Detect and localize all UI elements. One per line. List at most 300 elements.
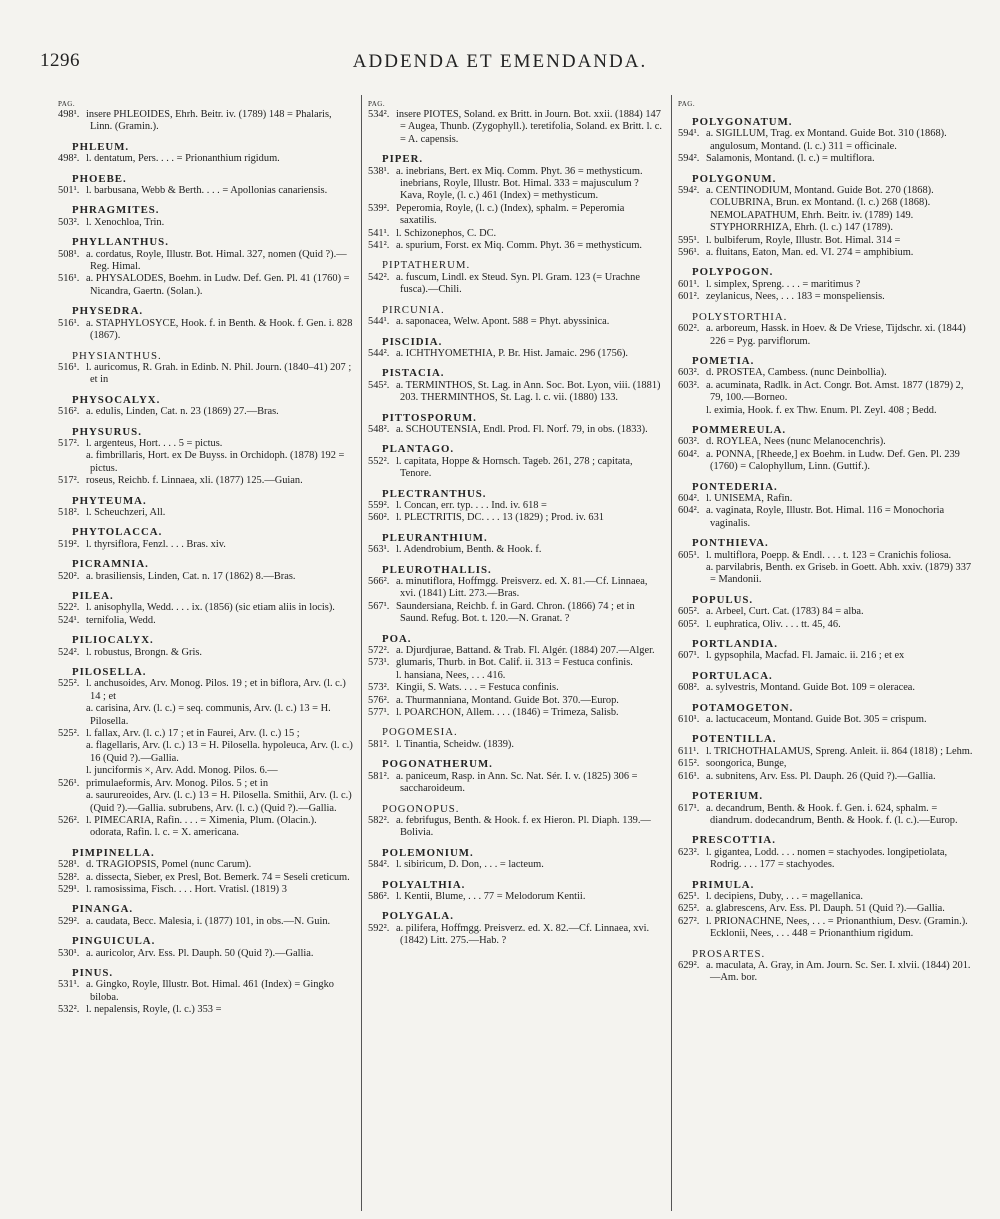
entry-text: a. maculata, A. Gray, in Am. Journ. Sc. Ser. I. xlvii. (1844) 201.—Am. bor. [706, 959, 971, 984]
genus-heading: PLECTRANTHUS. [382, 487, 487, 500]
index-entry [678, 802, 975, 828]
index-entry [678, 903, 975, 915]
column-1 [58, 100, 353, 1210]
index-entry [396, 669, 663, 682]
index-entry [58, 1004, 353, 1016]
entry-text: a. edulis, Linden, Cat. n. 23 (1869) 27.—Bras. [86, 406, 279, 418]
genus-heading: PIMPINELLA. [72, 846, 155, 859]
page-reference: 560². [368, 512, 390, 524]
entry-text: a. fluitans, Eaton, Man. ed. VI. 274 = amphibium. [706, 247, 914, 259]
entry-text: l. POARCHON, Allem. . . . (1846) = Trimeza, Salisb. [396, 707, 619, 719]
entry-text: l. anchusoides, Arv. Monog. Pilos. 19 ; et in biflora, Arv. (l. c.) 14 ; et [86, 678, 346, 702]
page-reference: 605². [678, 606, 700, 618]
page-reference: 581². [368, 770, 390, 782]
genus-heading: POGONOPUS. [382, 802, 460, 815]
genus-heading: PONTEDERIA. [692, 480, 778, 493]
page-reference: 623². [678, 846, 700, 858]
index-entry [678, 448, 975, 474]
index-entry [678, 959, 975, 985]
index-entry [368, 645, 663, 657]
index-entry [368, 423, 663, 436]
genus-heading: PILIOCALYX. [72, 634, 154, 647]
index-entry [58, 185, 353, 197]
page-reference: 525². [58, 678, 80, 690]
entry-text: a. decandrum, Benth. & Hook. f. Gen. i. 624, sphalm. = diandrum. dodecandrum, Benth. & Hook. f. (l. c.).—Europ. [706, 802, 958, 826]
page-reference: 573¹. [368, 657, 390, 669]
index-entry [678, 291, 975, 303]
entry-text: a. parvilabris, Benth. ex Griseb. in Goett. Abh. xxiv. (1879) 337 = Mandonii. [706, 562, 972, 586]
entry-text: a. fimbrillaris, Hort. ex De Buyss. in Orchidoph. (1878) 192 = pictus. [86, 450, 345, 474]
entry-text: a. pilifera, Hoffmgg. Preisverz. ed. X. 82.—Cf. Linnaea, xvi. (1842) Litt. 275.—Hab. ? [396, 922, 650, 947]
index-entry [58, 859, 353, 871]
page-reference: 616¹. [678, 770, 700, 782]
entry-text: zeylanicus, Nees, . . . 183 = monspeliensis. [706, 291, 885, 303]
entry-text: a. acuminata, Radlk. in Act. Congr. Bot. Amst. 1877 (1879) 2, 79, 100.—Borneo. [706, 379, 964, 404]
entry-text: l. robustus, Brongn. & Gris. [86, 646, 203, 658]
index-entry [58, 475, 353, 487]
genus-heading: PHYTOLACCA. [72, 526, 163, 539]
page-reference: 605². [678, 618, 700, 630]
entry-text: primulaeformis, Arv. Monog. Pilos. 5 ; et in [86, 777, 269, 789]
page-reference: 518². [58, 506, 80, 518]
index-entry [678, 323, 975, 348]
entry-text: l. multiflora, Poepp. & Endl. . . . t. 123 = Cranichis foliosa. [706, 549, 952, 561]
index-entry [368, 576, 663, 601]
entry-text: l. Concan, err. typ. . . . Ind. iv. 618 = [396, 499, 547, 511]
genus-heading: PHYLLANTHUS. [72, 236, 169, 249]
entry-text: Saundersiana, Reichb. f. in Gard. Chron. (1866) 74 ; et in Saund. Refug. Bot. t. 120.—N. Granat. ? [396, 600, 635, 625]
page-reference: 545². [368, 379, 390, 391]
page-reference: 573². [368, 682, 390, 694]
page-reference: 563¹. [368, 544, 390, 556]
genus-heading: PIPER. [382, 153, 424, 166]
page-reference: 516¹. [58, 273, 80, 285]
index-entry [86, 740, 353, 765]
page-reference: 530¹. [58, 947, 80, 959]
index-entry [678, 492, 975, 505]
index-entry [58, 678, 353, 703]
index-entry [678, 247, 975, 259]
index-entry [368, 202, 663, 228]
index-entry [58, 570, 353, 583]
index-entry [678, 846, 975, 872]
entry-text: a. PHYSALODES, Boehm. in Ludw. Def. Gen. Pl. 41 (1760) = Nicandra, Gaertn. (Solan.). [86, 273, 350, 297]
page-reference: 594². [678, 185, 700, 197]
page-reference: 508¹. [58, 248, 80, 260]
entry-text: a. Arbeel, Curt. Cat. (1783) 84 = alba. [706, 606, 864, 618]
page-reference: 541¹. [368, 227, 390, 239]
genus-heading: POMETIA. [692, 354, 755, 367]
page-reference: 503². [58, 216, 80, 228]
entry-text: l. nepalensis, Royle, (l. c.) 353 = [86, 1004, 222, 1016]
entry-text: l. Xenochloa, Trin. [86, 216, 165, 228]
index-entry [678, 758, 975, 770]
page-reference: 566². [368, 576, 390, 587]
index-entry [58, 273, 353, 298]
entry-text: Salamonis, Montand. (l. c.) = multiflora. [706, 153, 875, 165]
index-entry [368, 814, 663, 840]
entry-text: a. SIGILLUM, Trag. ex Montand. Guide Bot. 310 (1868). angulosum, Montand. (l. c.) 311 = officinale. [706, 128, 947, 152]
genus-heading: POA. [382, 632, 412, 645]
entry-text: a. auricolor, Arv. Ess. Pl. Dauph. 50 (Quid ?).—Gallia. [86, 947, 314, 959]
entry-text: a. carisina, Arv. (l. c.) = seq. communis, Arv. (l. c.) 13 = H. Pilosella. [86, 703, 331, 727]
page-reference: 608². [678, 682, 700, 694]
entry-text: a. glabrescens, Arv. Ess. Pl. Dauph. 51 (Quid ?).—Gallia. [706, 903, 945, 915]
genus-heading: POLEMONIUM. [382, 846, 474, 859]
genus-heading: PLEUROTHALLIS. [382, 563, 492, 576]
index-entry [368, 316, 663, 328]
index-entry [678, 128, 975, 153]
index-entry [58, 646, 353, 659]
index-entry [368, 657, 663, 669]
entry-text: l. Scheuchzeri, All. [86, 506, 166, 518]
entry-text: l. UNISEMA, Rafin. [706, 492, 793, 504]
page-reference: 526¹. [58, 777, 80, 789]
page-reference: 572². [368, 645, 390, 657]
index-entry [368, 859, 663, 871]
entry-text: l. ramosissima, Fisch. . . . Hort. Vratisl. (1819) 3 [86, 883, 287, 895]
genus-heading: PISCIDIA. [382, 335, 443, 348]
index-entry [678, 278, 975, 291]
page-reference: 605¹. [678, 549, 700, 561]
page-reference: 525². [58, 728, 80, 740]
index-entry [678, 650, 975, 662]
page-reference: 625². [678, 903, 700, 915]
page-reference: 516¹. [58, 361, 80, 373]
entry-text: a. Gingko, Royle, Illustr. Bot. Himal. 461 (Index) = Gingko biloba. [86, 979, 334, 1003]
index-entry [86, 765, 353, 777]
index-entry [368, 165, 663, 203]
index-entry [678, 185, 975, 235]
index-entry [58, 979, 353, 1004]
entry-text: a. PONNA, [Rheede,] ex Boehm. in Ludw. Def. Gen. Pl. 239 (1760) = Calophyllum, Linn. (Guttif.). [706, 448, 960, 473]
page-reference: 577¹. [368, 707, 390, 719]
entry-text: a. subnitens, Arv. Ess. Pl. Dauph. 26 (Quid ?).—Gallia. [706, 770, 936, 782]
genus-heading: PHOEBE. [72, 172, 127, 185]
genus-heading: PIPTATHERUM. [382, 259, 471, 272]
page-reference: 544². [368, 347, 390, 359]
page-reference: 519². [58, 538, 80, 550]
page-reference: 541². [368, 240, 390, 252]
index-entry [706, 562, 975, 587]
genus-heading: PHLEUM. [72, 140, 130, 153]
index-entry [58, 728, 353, 740]
page-reference: 581². [368, 738, 390, 750]
entry-text: a. SCHOUTENSIA, Endl. Prod. Fl. Norf. 79, in obs. (1833). [396, 423, 648, 435]
entry-text: a. CENTINODIUM, Montand. Guide Bot. 270 (1868). COLUBRINA, Brun. ex Montand. (l. c.) 268 (1868). NEMOLAPATHUM, Ehrh. Beitr. iv. (1789) 149. STYPHORRHIZA, Ehrh. (l. c.) 147 (1789). [706, 185, 934, 234]
page-reference: 617¹. [678, 802, 700, 814]
index-entry [58, 947, 353, 960]
entry-text: l. hansiana, Nees, . . . 416. [396, 669, 506, 681]
entry-text: l. TRICHOTHALAMUS, Spreng. Anleit. ii. 864 (1818) ; Lehm. [706, 745, 973, 757]
index-entry [58, 538, 353, 551]
genus-heading: POLYGONUM. [692, 172, 777, 185]
genus-heading: POPULUS. [692, 593, 754, 606]
index-entry [58, 915, 353, 928]
genus-heading: POLYALTHIA. [382, 878, 466, 891]
index-entry [678, 745, 975, 758]
index-entry [706, 404, 975, 417]
index-entry [58, 614, 353, 627]
entry-text: a. vaginata, Royle, Illustr. Bot. Himal. 116 = Monochoria vaginalis. [706, 505, 945, 529]
column-divider [361, 95, 362, 1211]
page-reference: 601¹. [678, 278, 700, 290]
genus-heading: PLANTAGO. [382, 443, 455, 456]
entry-text: a. dissecta, Sieber, ex Presl, Bot. Bemerk. 74 = Seseli creticum. [86, 871, 350, 883]
genus-heading: PRESCOTTIA. [692, 834, 776, 847]
page-reference: 604². [678, 505, 700, 517]
page-reference: 592². [368, 922, 390, 934]
index-entry [678, 234, 975, 247]
entry-text: a. saurureoides, Arv. (l. c.) 13 = H. Pilosella. Smithii, Arv. (l. c.) (Quid ?).—Gallia. subrubens, Arv. (l. c.) (Quid ?).—Gallia. [86, 790, 352, 814]
index-entry [678, 915, 975, 941]
entry-text: l. eximia, Hook. f. ex Thw. Enum. Pl. Zeyl. 408 ; Bedd. [706, 404, 937, 416]
entry-text: l. Schizonephos, C. DC. [396, 227, 497, 239]
entry-text: insere PHLEOIDES, Ehrh. Beitr. iv. (1789) 148 = Phalaris, Linn. (Gramin.). [86, 109, 332, 133]
index-entry [58, 317, 353, 343]
page-reference: 520². [58, 570, 80, 582]
entry-text: a. caudata, Becc. Malesia, i. (1877) 101, in obs.—N. Guin. [86, 915, 331, 927]
entry-text: a. ICHTHYOMETHIA, P. Br. Hist. Jamaic. 296 (1756). [396, 347, 629, 359]
entry-text: l. sibiricum, D. Don, . . . = lacteum. [396, 859, 544, 871]
index-entry [58, 506, 353, 519]
index-entry [678, 549, 975, 562]
page-reference: 611¹. [678, 745, 699, 757]
index-entry [368, 707, 663, 719]
index-entry [678, 436, 975, 448]
entry-text: l. PLECTRITIS, DC. . . . 13 (1829) ; Prod. iv. 631 [396, 512, 605, 524]
genus-heading: POGONATHERUM. [382, 758, 493, 771]
entry-text: a. inebrians, Bert. ex Miq. Comm. Phyt. 36 = methysticum. inebrians, Royle, Illustr. Bot. Himal. 333 = majusculum ? Kava, Royle, (l. c.) 461 (Index) = methysticum. [396, 165, 643, 202]
index-entry [368, 922, 663, 948]
genus-heading: POLYGONATUM. [692, 116, 793, 128]
index-entry [678, 367, 975, 379]
entry-text: l. capitata, Hoppe & Hornsch. Tageb. 261, 278 ; capitata, Tenore. [396, 455, 633, 480]
entry-text: l. decipiens, Duby, . . . = magellanica. [706, 890, 863, 902]
index-entry [368, 770, 663, 796]
index-entry [678, 153, 975, 165]
genus-heading: PHYTEUMA. [72, 494, 147, 507]
entry-text: d. ROYLEA, Nees (nunc Melanocenchris). [706, 436, 886, 448]
genus-heading: PILOSELLA. [72, 666, 147, 679]
genus-heading: POMMEREULA. [692, 423, 787, 436]
index-entry [86, 790, 353, 815]
index-entry [58, 361, 353, 387]
genus-heading: POLYSTORTHIA. [692, 310, 788, 323]
entry-text: a. fuscum, Lindl. ex Steud. Syn. Pl. Gram. 123 (= Urachne fusca).—Chili. [396, 271, 640, 296]
index-entry [678, 714, 975, 726]
entry-text: l. Kentii, Blume, . . . 77 = Melodorum Kentii. [396, 890, 586, 902]
index-entry [368, 227, 663, 240]
page-reference: 531¹. [58, 979, 80, 991]
page-reference: 615². [678, 758, 700, 770]
page-reference: 539². [368, 202, 390, 214]
genus-heading: PINGUICULA. [72, 935, 156, 948]
entry-text: insere PIOTES, Soland. ex Britt. in Journ. Bot. xxii. (1884) 147 = Augea, Thunb. (Zygophyll.). teretifolia, Soland. ex Britt. l. c. = A. capensis. [396, 109, 662, 145]
entry-text: glumaris, Thurb. in Bot. Calif. ii. 313 = Festuca confinis. [396, 657, 633, 669]
index-entry [368, 499, 663, 512]
page-reference: 607¹. [678, 650, 700, 662]
index-entry [368, 694, 663, 707]
page-reference: 516². [58, 406, 80, 418]
page-number: 1296 [40, 50, 80, 71]
entry-text: l. fallax, Arv. (l. c.) 17 ; et in Faurei, Arv. (l. c.) 15 ; [86, 728, 300, 740]
index-entry [58, 437, 353, 450]
page-reference: 601². [678, 291, 700, 303]
index-entry [58, 777, 353, 790]
entry-text: l. PIMECARIA, Rafin. . . . = Ximenia, Plum. (Olacin.). odorata, Rafin. l. c. = X. americana. [86, 814, 317, 839]
index-entry [58, 406, 353, 418]
entry-text: l. Adendrobium, Benth. & Hook. f. [396, 544, 542, 556]
page-reference: 529¹. [58, 883, 80, 895]
entry-text: d. PROSTEA, Cambess. (nunc Deinbollia). [706, 367, 887, 379]
index-entry [368, 890, 663, 903]
genus-heading: POGOMESIA. [382, 726, 458, 739]
index-entry [58, 248, 353, 274]
page-reference: 604². [678, 492, 700, 504]
genus-heading: PORTULACA. [692, 669, 773, 682]
genus-heading: PLEURANTHIUM. [382, 531, 488, 544]
index-entry [58, 871, 353, 884]
genus-heading: PITTOSPORUM. [382, 411, 477, 424]
genus-heading: PINANGA. [72, 903, 134, 916]
index-entry [368, 738, 663, 751]
index-entry [368, 682, 663, 694]
page-reference: 529². [58, 915, 80, 927]
page-reference: 629². [678, 959, 700, 971]
page-reference: 603². [678, 379, 700, 391]
page-reference: 584². [368, 859, 390, 871]
index-entry [678, 682, 975, 694]
entry-text: a. minutiflora, Hoffmgg. Preisverz. ed. X. 81.—Cf. Linnaea, xvi. (1841) Litt. 273.—Bras. [396, 576, 648, 600]
page-reference: 517². [58, 475, 80, 487]
entry-text: l. bulbiferum, Royle, Illustr. Bot. Himal. 314 = [706, 234, 901, 246]
page-reference: 602². [678, 323, 700, 335]
page-reference: 595¹. [678, 234, 700, 246]
entry-text: Peperomia, Royle, (l. c.) (Index), sphalm. = Peperomia saxatilis. [396, 202, 625, 227]
entry-text: a. paniceum, Rasp. in Ann. Sc. Nat. Sér. I. v. (1825) 306 = saccharoideum. [396, 770, 638, 795]
page-reference: 501¹. [58, 185, 80, 197]
index-entry [86, 703, 353, 728]
genus-heading: POTENTILLA. [692, 733, 777, 746]
index-entry [368, 240, 663, 252]
index-entry [368, 512, 663, 524]
column-divider [671, 95, 672, 1211]
index-entry [58, 216, 353, 229]
page-reference: 567¹. [368, 600, 390, 612]
index-entry [58, 109, 353, 134]
index-entry [86, 450, 353, 475]
index-entry [678, 618, 975, 631]
pag-label: PAG. [368, 100, 386, 108]
page-reference: 542². [368, 271, 390, 283]
index-entry [678, 606, 975, 618]
index-entry [678, 505, 975, 530]
entry-text: a. cordatus, Royle, Illustr. Bot. Himal. 327, nomen (Quid ?).—Reg. Himal. [86, 248, 347, 273]
entry-text: l. PRIONACHNE, Nees, . . . = Prionanthium, Desv. (Gramin.). Ecklonii, Nees, . . . 448 = Prionanthium rigidum. [706, 915, 968, 940]
entry-text: l. auricomus, R. Grah. in Edinb. N. Phil. Journ. (1840–41) 207 ; et in [86, 361, 352, 386]
running-title: ADDENDA ET EMENDANDA. [352, 51, 648, 72]
page-reference: 548². [368, 423, 390, 435]
page-reference: 594¹. [678, 128, 700, 140]
genus-heading: PISTACIA. [382, 367, 445, 380]
page-reference: 516¹. [58, 317, 80, 329]
genus-heading: PIRCUNIA. [382, 303, 445, 316]
genus-heading: PORTLANDIA. [692, 638, 778, 651]
entry-text: a. arboreum, Hassk. in Hoev. & De Vriese, Tijdschr. xi. (1844) 226 = Pyg. parviflorum. [706, 323, 966, 347]
genus-heading: PICRAMNIA. [72, 558, 149, 571]
genus-heading: PONTHIEVA. [692, 537, 769, 550]
entry-text: l. Tinantia, Scheidw. (1839). [396, 738, 514, 750]
page-reference: 498¹. [58, 109, 80, 120]
entry-text: l. anisophylla, Wedd. . . . ix. (1856) (sic etiam aliis in locis). [86, 602, 335, 614]
entry-text: l. euphratica, Oliv. . . . tt. 45, 46. [706, 618, 841, 630]
page-reference: 603². [678, 436, 700, 448]
genus-heading: POTAMOGETON. [692, 701, 794, 714]
entry-text: a. lactucaceum, Montand. Guide Bot. 305 = crispum. [706, 714, 927, 726]
entry-text: a. sylvestris, Montand. Guide Bot. 109 = oleracea. [706, 682, 916, 694]
page-reference: 538¹. [368, 165, 390, 177]
page-reference: 522². [58, 602, 80, 614]
pag-label: PAG. [58, 100, 76, 108]
entry-text: a. brasiliensis, Linden, Cat. n. 17 (1862) 8.—Bras. [86, 570, 296, 582]
genus-heading: PROSARTES. [692, 947, 766, 960]
index-entry [678, 770, 975, 783]
page-reference: 610¹. [678, 714, 700, 726]
entry-text: a. Djurdjurae, Battand. & Trab. Fl. Algér. (1884) 207.—Alger. [396, 645, 655, 657]
page-reference: 517². [58, 437, 80, 449]
entry-text: l. barbusana, Webb & Berth. . . . = Apollonias canariensis. [86, 185, 328, 197]
index-entry [368, 271, 663, 297]
entry-text: a. STAPHYLOSYCE, Hook. f. in Benth. & Hook. f. Gen. i. 828 (1867). [86, 317, 353, 342]
entry-text: l. dentatum, Pers. . . . = Prionanthium rigidum. [86, 153, 280, 165]
page-reference: 552². [368, 455, 390, 467]
index-entry [368, 600, 663, 626]
index-entry [368, 379, 663, 405]
page-reference: 528¹. [58, 859, 80, 871]
entry-text: l. gypsophila, Macfad. Fl. Jamaic. ii. 216 ; et ex [706, 650, 905, 662]
column-2 [368, 100, 663, 1210]
index-entry [58, 602, 353, 614]
entry-text: a. flagellaris, Arv. (l. c.) 13 = H. Pilosella. hypoleuca, Arv. (l. c.) 16 (Quid ?).—Gallia. [86, 740, 353, 764]
page-reference: 603². [678, 367, 700, 379]
entry-text: a. saponacea, Welw. Apont. 588 = Phyt. abyssinica. [396, 316, 610, 328]
index-entry [678, 890, 975, 903]
genus-heading: PRIMULA. [692, 878, 755, 891]
pag-label: PAG. [678, 100, 696, 108]
page-reference: 596¹. [678, 247, 700, 259]
page-reference: 524¹. [58, 614, 80, 626]
page-reference: 582². [368, 814, 390, 826]
entry-text: a. Thurmanniana, Montand. Guide Bot. 370.—Europ. [396, 694, 619, 706]
column-3 [678, 100, 975, 1210]
genus-heading: PHYSOCALYX. [72, 393, 161, 406]
page-reference: 532². [58, 1004, 80, 1016]
page-reference: 594². [678, 153, 700, 165]
entry-text: Kingii, S. Wats. . . . = Festuca confinis. [396, 682, 559, 694]
entry-text: l. simplex, Spreng. . . . = maritimus ? [706, 278, 861, 290]
entry-text: a. spurium, Forst. ex Miq. Comm. Phyt. 36 = methysticum. [396, 240, 643, 252]
page-reference: 625¹. [678, 890, 700, 902]
entry-text: a. febrifugus, Benth. & Hook. f. ex Hieron. Pl. Diaph. 139.—Bolivia. [396, 814, 651, 839]
entry-text: ternifolia, Wedd. [86, 614, 156, 626]
page-reference: 528². [58, 871, 80, 883]
page-reference: 498². [58, 153, 80, 165]
index-entry [368, 455, 663, 481]
genus-heading: PHYSEDRA. [72, 305, 144, 318]
entry-text: soongorica, Bunge, [706, 758, 787, 770]
page-reference: 559². [368, 499, 390, 511]
